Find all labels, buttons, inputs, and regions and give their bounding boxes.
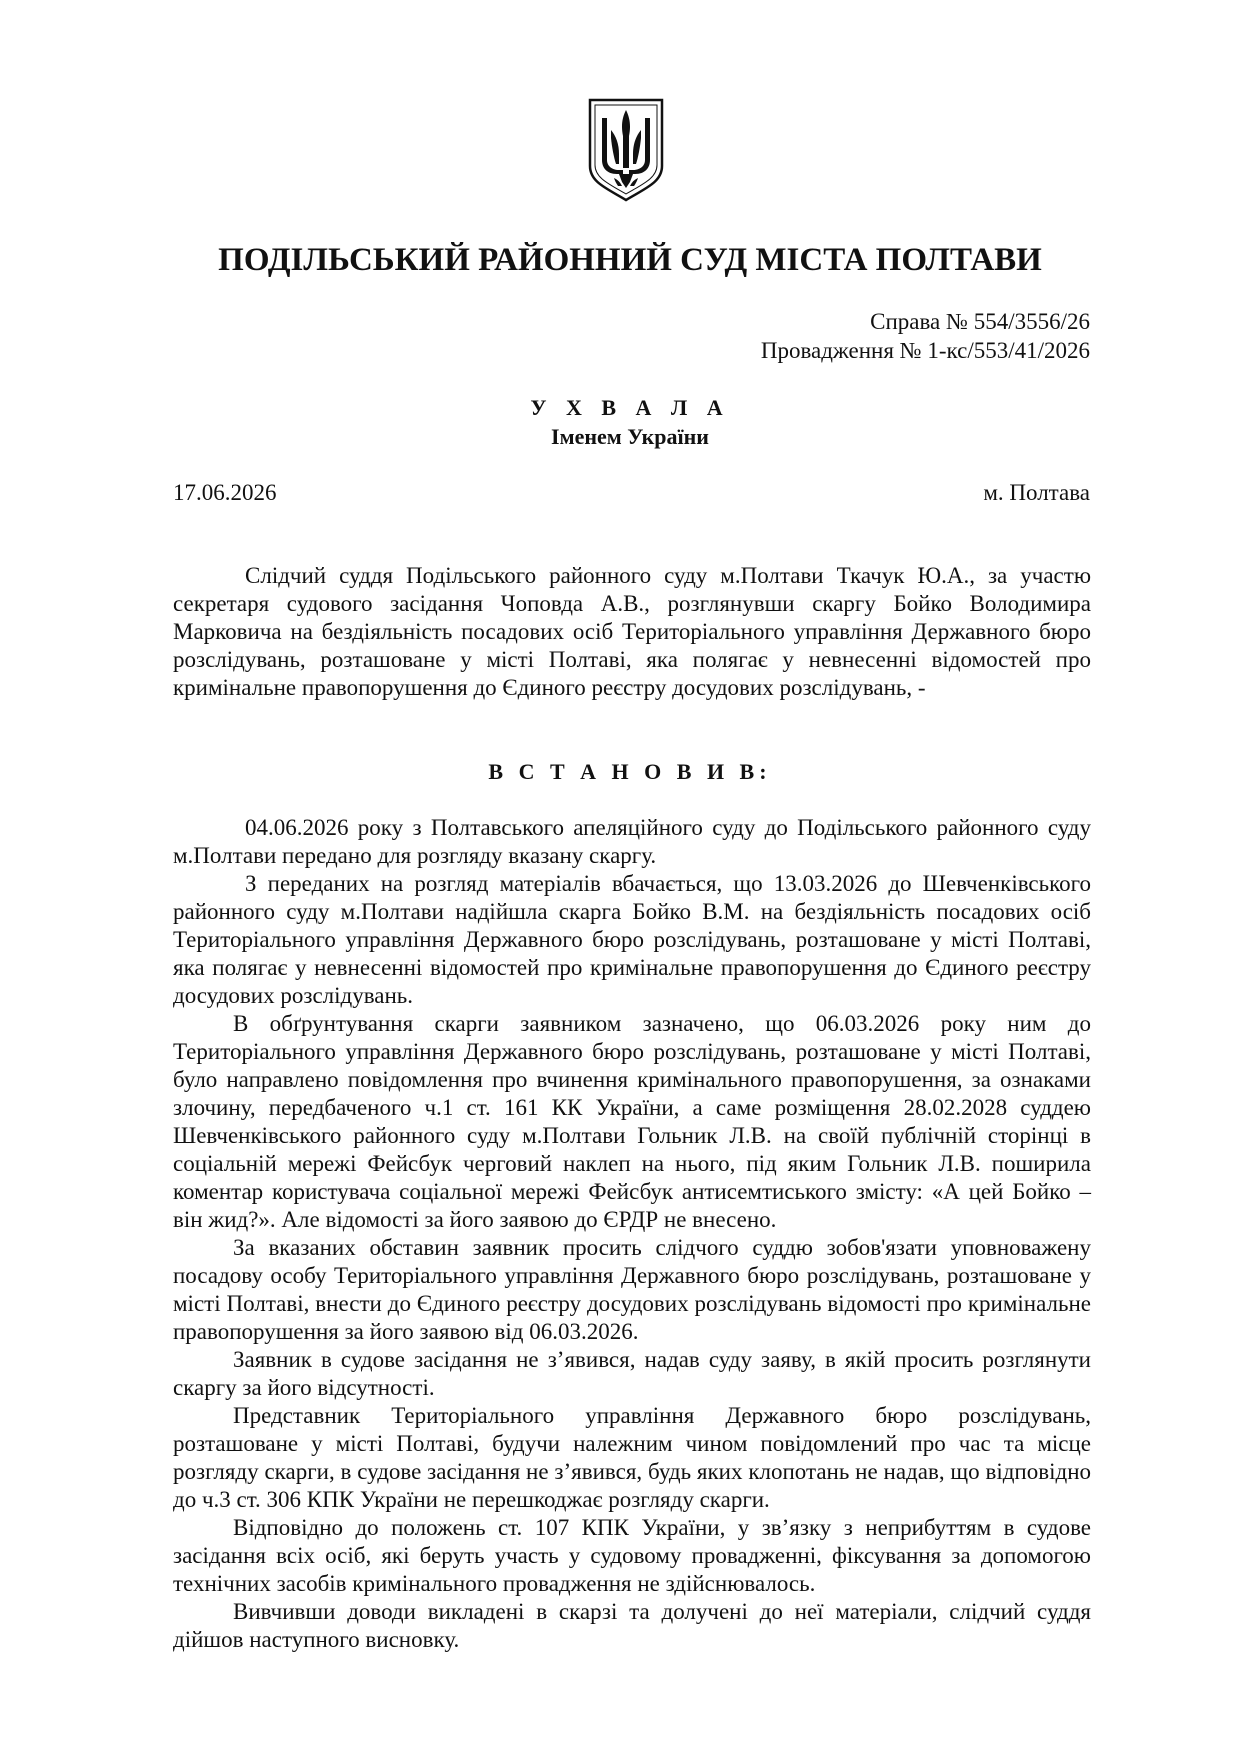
- paragraph: 04.06.2026 року з Полтавського апеляційного суду до Подільського районного суду м.Полтави передано для розгляду вказану скаргу.: [173, 815, 1091, 868]
- case-info: [761, 307, 1090, 365]
- intro-paragraph: Слідчий суддя Подільського районного суду м.Полтави Ткачук Ю.А., за участю секретаря судового засідання Чоповда А.В., розглянувши скаргу Бойко Володимира Марковича на бездіяльність посадових осіб Територіального управління Державного бюро розслідувань, розташоване у місті Полтаві, яка полягає у невнесенні відомостей про кримінальне правопорушення до Єдиного реєстру досудових розслідувань, -: [173, 563, 1091, 700]
- paragraph: Заявник в судове засідання не з’явився, надав суду заяву, в якій просить розглянути скаргу за його відсутності.: [173, 1347, 1091, 1400]
- document-place: м. Полтава: [983, 480, 1090, 505]
- paragraph: Представник Територіального управління Державного бюро розслідувань, розташоване у місті Полтаві, будучи належним чином повідомлений про час та місце розгляду скарги, в судове засідання не з’явився, будь яких клопотань не надав, що відповідно до ч.3 ст. 306 КПК України не перешкоджає розгляду скарги.: [173, 1403, 1091, 1512]
- trident-coat-of-arms-icon: [586, 96, 666, 202]
- paragraph: Вивчивши доводи викладені в скарзі та долучені до неї матеріали, слідчий суддя дійшов наступного висновку.: [173, 1599, 1091, 1652]
- proceeding-number: Провадження № 1-кс/553/41/2026: [760, 338, 1090, 363]
- intro-section: [173, 562, 1091, 702]
- court-title: ПОДІЛЬСЬКИЙ РАЙОННИЙ СУД МІСТА ПОЛТАВИ: [218, 242, 1042, 278]
- document-type: У Х В А Л А: [530, 395, 730, 420]
- document-date: 17.06.2026: [173, 480, 277, 505]
- main-section: [173, 814, 1091, 1654]
- paragraph: В обґрунтування скарги заявником зазначено, що 06.03.2026 року ним до Територіального управління Державного бюро розслідувань, розташоване у місті Полтаві, було направлено повідомлення про вчинення кримінального правопорушення, за ознаками злочину, передбаченого ч.1 ст. 161 КК України, а саме розміщення 28.02.2028 суддею Шевченківського районного суду м.Полтави Гольник Л.В. на своїй публічній сторінці в соціальній мережі Фейсбук черговий наклеп на нього, під яким Гольник Л.В. поширила коментар користувача соціальної мережі Фейсбук антисемтиського змісту: «А цей Бойко – він жид?». Але відомості за його заявою до ЄРДР не внесено.: [173, 1011, 1091, 1232]
- document-subtitle: Іменем України: [551, 424, 709, 449]
- section-heading: В С Т А Н О В И В:: [488, 759, 772, 784]
- case-number: Справа № 554/3556/26: [870, 309, 1090, 334]
- paragraph: З переданих на розгляд матеріалів вбачається, що 13.03.2026 до Шевченківського районного суду м.Полтави надійшла скарга Бойко В.М. на бездіяльність посадових осіб Територіального управління Державного бюро розслідувань, розташоване у місті Полтаві, яка полягає у невнесенні відомостей про кримінальне правопорушення до Єдиного реєстру досудових розслідувань.: [173, 871, 1091, 1008]
- paragraph: За вказаних обставин заявник просить слідчого суддю зобов'язати уповноважену посадову особу Територіального управління Державного бюро розслідувань, розташоване у місті Полтаві, внести до Єдиного реєстру досудових розслідувань відомості про кримінальне правопорушення за його заявою від 06.03.2026.: [173, 1235, 1091, 1344]
- paragraph: Відповідно до положень ст. 107 КПК України, у зв’язку з неприбуттям в судове засідання всіх осіб, які беруть участь у судовому провадженні, фіксування за допомогою технічних засобів кримінального провадження не здійснювалось.: [173, 1515, 1091, 1596]
- date-place-row: [173, 478, 1090, 507]
